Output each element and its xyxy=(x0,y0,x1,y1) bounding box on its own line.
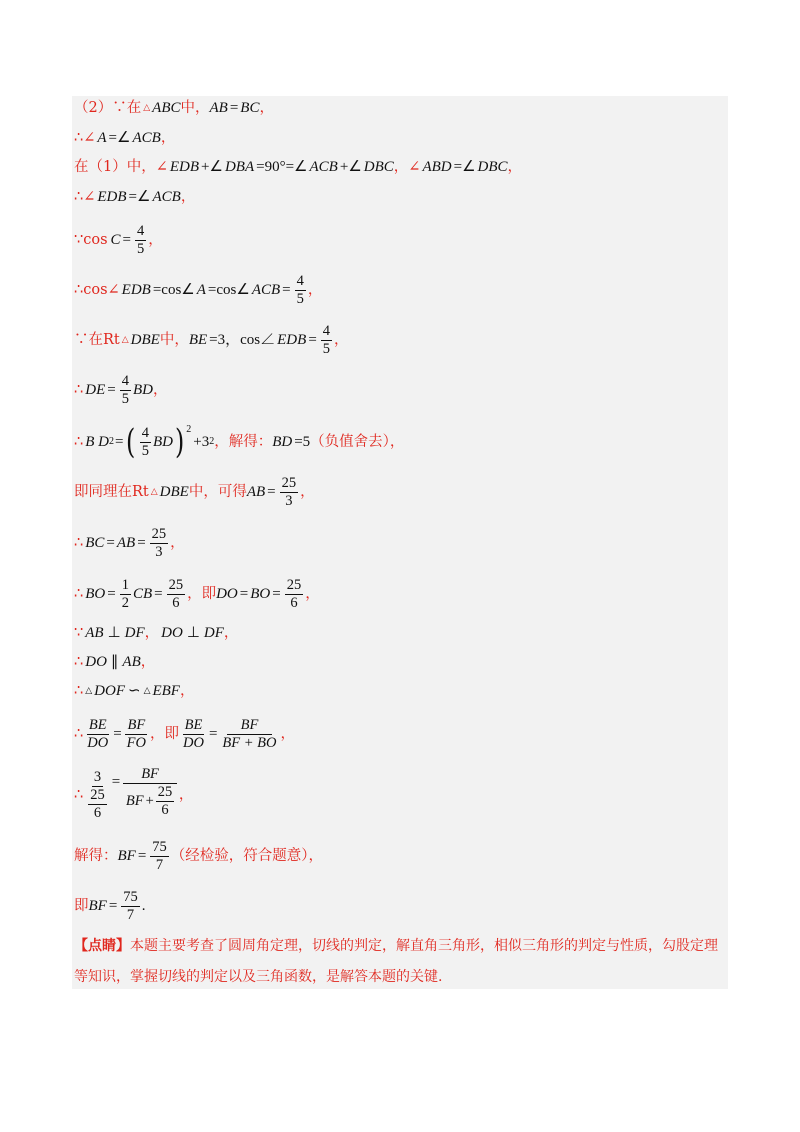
triangle-icon: △ xyxy=(85,686,93,696)
math: +∠ xyxy=(201,159,223,175)
text: ∵在Rt xyxy=(74,332,120,348)
comment-line-1 xyxy=(74,931,724,962)
math: EDB xyxy=(277,332,307,348)
math: BO xyxy=(85,586,106,602)
text: ， xyxy=(300,484,315,500)
math: = xyxy=(267,484,276,500)
superscript: 2 xyxy=(186,424,192,435)
math: ACB xyxy=(132,130,161,146)
math: BD xyxy=(272,434,293,450)
math: AB xyxy=(122,654,141,670)
math: DE xyxy=(85,382,106,398)
fraction: $\frac{75}{7}$ xyxy=(152,838,167,873)
text: 中， xyxy=(159,332,189,348)
math: A xyxy=(196,282,206,298)
text: 解得： xyxy=(74,848,118,864)
text: ，即 xyxy=(187,586,217,602)
text: （经检验，符合题意）， xyxy=(170,848,324,864)
text: 中，可得 xyxy=(188,484,247,500)
text: ∵cos xyxy=(74,232,108,248)
math: =∠ xyxy=(108,130,131,146)
math: =cos∠ xyxy=(152,282,195,298)
math: =∠ xyxy=(128,189,151,205)
line-17 xyxy=(74,766,193,824)
text: ，解得： xyxy=(214,434,273,450)
math: BD xyxy=(152,434,173,450)
math: = xyxy=(229,100,239,116)
line-12 xyxy=(74,574,320,614)
math: DF xyxy=(124,625,145,641)
text: ， xyxy=(148,232,163,248)
text: ∴ xyxy=(74,654,84,670)
math: DBA xyxy=(224,159,255,175)
text: ， xyxy=(178,787,194,803)
math: BF xyxy=(117,848,136,864)
superscript: 2 xyxy=(108,436,114,447)
math: CB xyxy=(132,586,153,602)
line-4 xyxy=(74,187,195,207)
math: = xyxy=(239,586,249,602)
math: = xyxy=(282,282,291,298)
text: ， xyxy=(280,726,295,742)
text: ∴ xyxy=(74,726,84,742)
line-1 xyxy=(74,98,274,118)
text: 即 xyxy=(74,898,89,914)
text: ∴ xyxy=(74,434,84,450)
text: ， xyxy=(144,625,160,641)
line-3 xyxy=(74,157,522,177)
math: AB xyxy=(116,535,136,551)
fraction: $\frac{4}{5}$ xyxy=(121,372,129,407)
fraction: $\frac{4}{5}$ xyxy=(137,222,145,257)
math: ⊥ xyxy=(186,625,200,641)
text: ∴ xyxy=(74,787,84,803)
math: = xyxy=(272,586,281,602)
text: ， xyxy=(179,683,195,699)
math: ABC xyxy=(152,100,181,116)
math: EBF xyxy=(152,683,180,699)
triangle-icon: △ xyxy=(143,103,151,113)
math: DBE xyxy=(130,332,160,348)
line-9 xyxy=(74,418,404,466)
text: ∵ xyxy=(74,625,84,641)
fraction: $\frac{25}{3}$ xyxy=(151,525,167,560)
text: ， xyxy=(305,586,320,602)
comment-text: 等知识，掌握切线的判定以及三角函数，是解答本题的关键. xyxy=(74,969,443,985)
line-2 xyxy=(74,128,175,148)
math: =∠ xyxy=(453,159,476,175)
text: ， xyxy=(507,159,523,175)
math: +3 xyxy=(193,434,210,450)
compound-fraction: 3 25 6 xyxy=(90,768,105,821)
math: = xyxy=(154,586,163,602)
math: AB xyxy=(85,625,104,641)
fraction: $\frac{BE}{DO}$ xyxy=(87,716,109,751)
fraction: $\frac{4}{5}$ xyxy=(296,272,304,307)
math: BO xyxy=(250,586,271,602)
math: BC xyxy=(85,535,105,551)
text: ， xyxy=(180,189,196,205)
text: ，即 xyxy=(150,726,179,742)
text: 即同理在Rt xyxy=(74,484,149,500)
math: = xyxy=(108,898,118,914)
math: DBC xyxy=(363,159,394,175)
math: ACB xyxy=(251,282,281,298)
line-10 xyxy=(74,472,315,512)
text: ，∠ xyxy=(393,159,421,175)
math: AB xyxy=(246,484,266,500)
math: DO xyxy=(85,654,107,670)
math: = xyxy=(107,382,116,398)
text: ∴ xyxy=(74,586,84,602)
math: =90°=∠ xyxy=(256,159,308,175)
math: BF xyxy=(88,898,107,914)
line-16 xyxy=(74,714,295,754)
math: = xyxy=(208,726,218,742)
math: BC xyxy=(240,100,260,116)
comment-text: 本题主要考查了圆周角定理，切线的判定，解直角三角形，相似三角形的判定与性质，勾股定理 xyxy=(130,938,718,954)
fraction: $\frac{25}{6}$ xyxy=(168,576,184,611)
text: ， xyxy=(152,382,168,398)
line-5 xyxy=(74,220,163,260)
math: EDB xyxy=(169,159,200,175)
text: ， xyxy=(307,282,323,298)
fraction: $\frac{25}{3}$ xyxy=(281,474,297,509)
math: BE xyxy=(188,332,208,348)
math: = xyxy=(114,434,124,450)
math: ⊥ xyxy=(107,625,121,641)
math: AB xyxy=(209,100,228,116)
right-paren: ) xyxy=(174,422,185,462)
fraction: $\frac{4}{5}$ xyxy=(322,322,331,357)
math: ACB xyxy=(152,189,181,205)
fraction: $\frac{BE}{DO}$ xyxy=(183,716,204,751)
math: B D xyxy=(85,434,109,450)
line-19 xyxy=(74,886,146,926)
math: A xyxy=(97,130,107,146)
text: 中， xyxy=(180,100,210,116)
comment-tag: 【点睛】 xyxy=(74,938,130,954)
text: ， xyxy=(160,130,176,146)
math: ∽ xyxy=(127,683,141,699)
text: ∴ xyxy=(74,683,84,699)
line-11 xyxy=(74,523,185,563)
math: EDB xyxy=(121,282,151,298)
text: （负值舍去）， xyxy=(310,434,405,450)
fraction: $\frac{1}{2}$ xyxy=(121,576,129,611)
line-18 xyxy=(74,836,323,876)
math: ACB xyxy=(309,159,338,175)
comment-block xyxy=(74,931,724,993)
line-6 xyxy=(74,270,322,310)
text: ， xyxy=(259,100,274,116)
math: = xyxy=(137,848,147,864)
math: = xyxy=(137,535,146,551)
math: EDB xyxy=(97,189,127,205)
math: = xyxy=(122,232,132,248)
line-8 xyxy=(74,370,167,410)
triangle-icon: △ xyxy=(150,487,158,497)
line-15 xyxy=(74,681,194,701)
math: DBC xyxy=(477,159,508,175)
fraction: $\frac{BF}{BF + BO}$ xyxy=(222,716,277,751)
math: = xyxy=(308,332,317,348)
math: DOF xyxy=(94,683,125,699)
math: =5 xyxy=(294,434,311,450)
text: ， xyxy=(334,332,349,348)
fraction: $\frac{4}{5}$ xyxy=(141,424,149,459)
math: C xyxy=(110,232,121,248)
math: +∠ xyxy=(339,159,362,175)
compound-fraction: BF BF + $\frac{25}{6}$ xyxy=(123,766,177,819)
text: ∴∠ xyxy=(74,130,96,146)
math: =3，cos∠ xyxy=(209,332,276,348)
math: = xyxy=(113,726,122,742)
math: = xyxy=(111,774,121,790)
math: DO xyxy=(216,586,238,602)
fraction: $\frac{25}{6}$ xyxy=(286,576,302,611)
left-paren: ( xyxy=(126,422,136,462)
text: ， xyxy=(223,625,239,641)
text: 在（1）中，∠ xyxy=(74,159,168,175)
triangle-icon: △ xyxy=(143,686,151,696)
fraction: $\frac{75}{7}$ xyxy=(123,888,138,923)
math: DO xyxy=(161,625,183,641)
text: ， xyxy=(140,654,156,670)
math: = xyxy=(107,586,116,602)
math: = xyxy=(106,535,115,551)
math: BD xyxy=(132,382,153,398)
superscript: 2 xyxy=(209,436,215,447)
line-7 xyxy=(74,320,349,360)
math: ABD xyxy=(422,159,452,175)
text: ， xyxy=(170,535,185,551)
math: ∥ xyxy=(110,654,119,670)
line-14 xyxy=(74,652,155,672)
math: DBE xyxy=(159,484,189,500)
text: （2）∵在 xyxy=(74,100,142,116)
text: ∴ xyxy=(74,382,84,398)
triangle-icon: △ xyxy=(121,335,129,345)
math: DF xyxy=(203,625,224,641)
text: ∴ xyxy=(74,535,84,551)
text: ∴cos∠ xyxy=(74,282,120,298)
text: ∴∠ xyxy=(74,189,96,205)
line-13 xyxy=(74,623,238,643)
math: . xyxy=(141,898,146,914)
math: =cos∠ xyxy=(207,282,250,298)
fraction: $\frac{BF}{FO}$ xyxy=(126,716,146,751)
